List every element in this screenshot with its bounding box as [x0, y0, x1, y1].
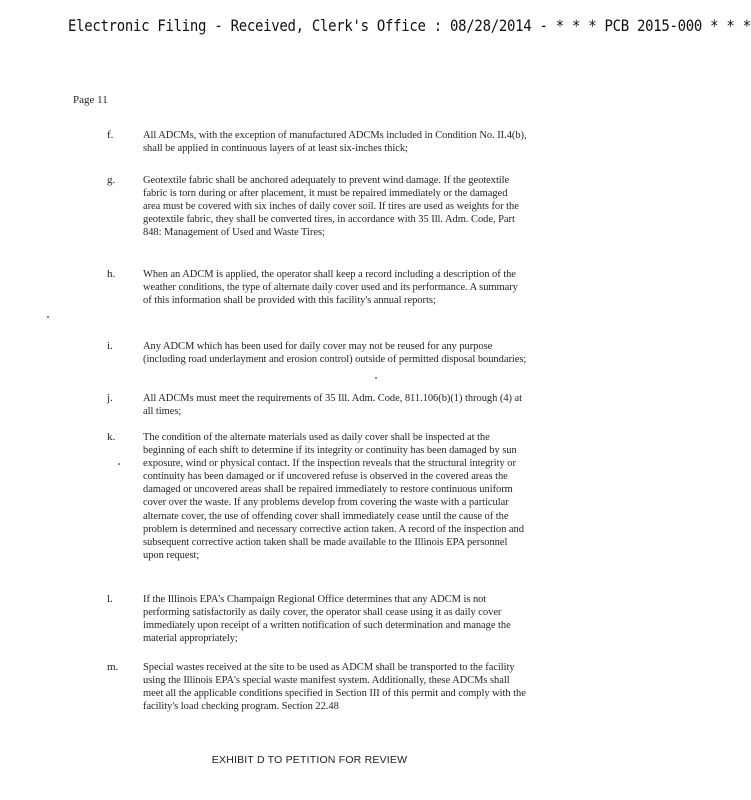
condition-letter: f.: [107, 129, 114, 141]
condition-letter: l.: [107, 593, 113, 605]
condition-text: Geotextile fabric shall be anchored adequately to prevent wind damage. If the geotextile fabric is torn during or after placement, it must be repaired immediately or the damaged area must be covered with six inches of daily cover soil. If tires are used as weights for the geotextile fabric, they shall be converted tires, in accordance with 35 Ill. Adm. Code, Part 848: Management of Used and Waste Tires;: [143, 175, 519, 239]
page-number: Page 11: [73, 94, 108, 106]
condition-text: The condition of the alternate materials used as daily cover shall be inspected at the beginning of each shift to determine if its integrity or continuity has been damaged by sun exposure, wind or physical contact. If the inspection reveals that the structural integrity or continuity has been damaged or if uncovered refuse is observed in the covered areas the damaged or uncovered areas shall be repaired immediately to restore continuous uniform cover over the waste. If any problems develop from covering the waste with a particular alternate cover, the use of offending cover shall immediately cease until the cause of the problem is determined and necessary corrective action taken. A record of the inspection and subsequent corrective action taken shall be made available to the Illinois EPA personnel upon request;: [143, 432, 524, 561]
condition-text: All ADCMs, with the exception of manufactured ADCMs included in Condition No. II.4(b), shall be applied in continuous layers of at least six-inches thick;: [143, 130, 527, 155]
condition-letter: j.: [107, 392, 113, 404]
condition-text: Special wastes received at the site to be used as ADCM shall be transported to the facility using the Illinois EPA's special waste manifest system. Additionally, these ADCMs shall meet all the applicable conditions specified in Section III of this permit and comply with the facility's load checking program. Section 22.48: [143, 662, 526, 713]
scan-speck: [47, 316, 49, 318]
scan-speck: [118, 463, 120, 465]
condition-text: When an ADCM is applied, the operator shall keep a record including a description of the weather conditions, the type of alternate daily cover used and its performance. A summary of this information shall be provided with this facility's annual reports;: [143, 269, 518, 307]
condition-text: All ADCMs must meet the requirements of 35 Ill. Adm. Code, 811.106(b)(1) through (4) at all times;: [143, 393, 523, 418]
condition-letter: h.: [107, 268, 116, 280]
filing-stamp-header: Electronic Filing - Received, Clerk's Office : 08/28/2014 - * * * PCB 2015-000 * * *: [68, 17, 751, 36]
condition-letter: m.: [107, 661, 119, 673]
condition-letter: g.: [107, 174, 116, 186]
condition-text: If the Illinois EPA's Champaign Regional Office determines that any ADCM is not performing satisfactorily as daily cover, the operator shall cease using it as daily cover immediately upon receipt of a written notification of such determination and manage the material appropriately;: [143, 594, 511, 645]
condition-letter: k.: [107, 431, 116, 443]
exhibit-footer: EXHIBIT D TO PETITION FOR REVIEW: [211, 754, 408, 766]
condition-text: Any ADCM which has been used for daily cover may not be reused for any purpose (including road underlayment and erosion control) outside of permitted disposal boundaries;: [143, 341, 527, 366]
condition-letter: i.: [107, 340, 113, 352]
scan-speck: [375, 377, 377, 379]
